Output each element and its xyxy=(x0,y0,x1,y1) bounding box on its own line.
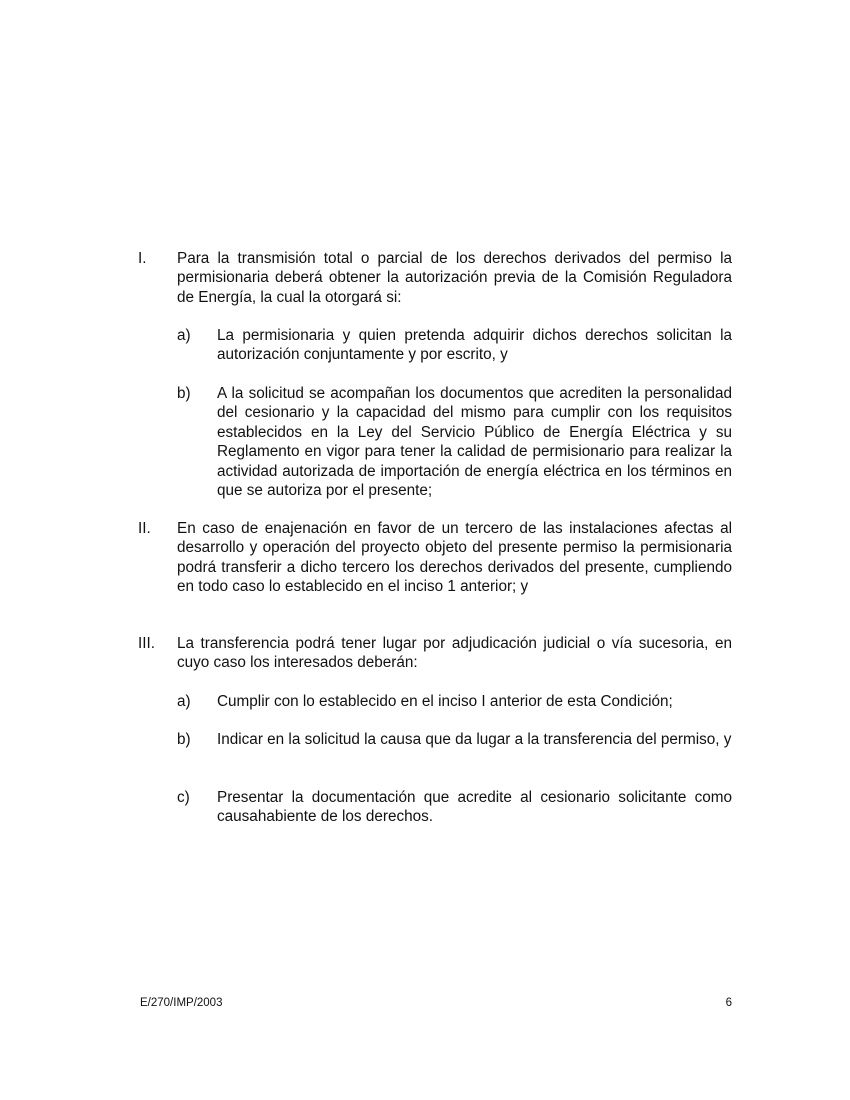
sub-item-text: Presentar la documentación que acredite al cesionario solicitante como causahabiente de los derechos. xyxy=(217,789,732,826)
sub-item-text: A la solicitud se acompañan los documentos que acrediten la personalidad del cesionario y la capacidad del mismo para cumplir con los requisitos establecidos en la Ley del Servicio Público de Energía Eléctrica y su Reglamento en vigor para tener la calidad de permisionario para realizar la actividad autorizada de importación de energía eléctrica en los términos en que se autoriza por el presente; xyxy=(217,385,732,500)
item-number: I. xyxy=(138,250,147,267)
sub-item-I-b xyxy=(177,384,732,500)
sub-item-III-b xyxy=(177,730,732,749)
list-item-II xyxy=(138,519,732,597)
item-number: II. xyxy=(138,520,151,537)
sub-item-letter: a) xyxy=(177,327,191,344)
sub-item-text: La permisionaria y quien pretenda adquirir dichos derechos solicitan la autorización conjuntamente y por escrito, y xyxy=(217,327,732,364)
list-item-I xyxy=(138,249,732,307)
item-text: En caso de enajenación en favor de un tercero de las instalaciones afectas al desarrollo y operación del proyecto objeto del presente permiso la permisionaria podrá transferir a dicho tercero los derechos derivados del presente, cumpliendo en todo caso lo establecido en el inciso 1 anterior; y xyxy=(177,520,732,596)
item-text: Para la transmisión total o parcial de los derechos derivados del permiso la permisionaria deberá obtener la autorización previa de la Comisión Reguladora de Energía, la cual la otorgará si: xyxy=(177,250,732,306)
sub-item-letter: c) xyxy=(177,789,190,806)
sub-item-text: Indicar en la solicitud la causa que da lugar a la transferencia del permiso, y xyxy=(217,731,732,748)
sub-item-III-a xyxy=(177,692,732,711)
sub-item-letter: a) xyxy=(177,693,191,710)
list-item-III xyxy=(138,634,732,673)
item-number: III. xyxy=(138,635,155,652)
sub-item-letter: b) xyxy=(177,385,191,402)
item-text: La transferencia podrá tener lugar por adjudicación judicial o vía sucesoria, en cuyo caso los interesados deberán: xyxy=(177,635,732,672)
sub-item-text: Cumplir con lo establecido en el inciso I anterior de esta Condición; xyxy=(217,693,673,710)
sub-item-letter: b) xyxy=(177,731,191,748)
sub-item-I-a xyxy=(177,326,732,365)
sub-item-III-c xyxy=(177,788,732,827)
document-reference: E/270/IMP/2003 xyxy=(140,997,223,1009)
page-number: 6 xyxy=(725,997,732,1009)
